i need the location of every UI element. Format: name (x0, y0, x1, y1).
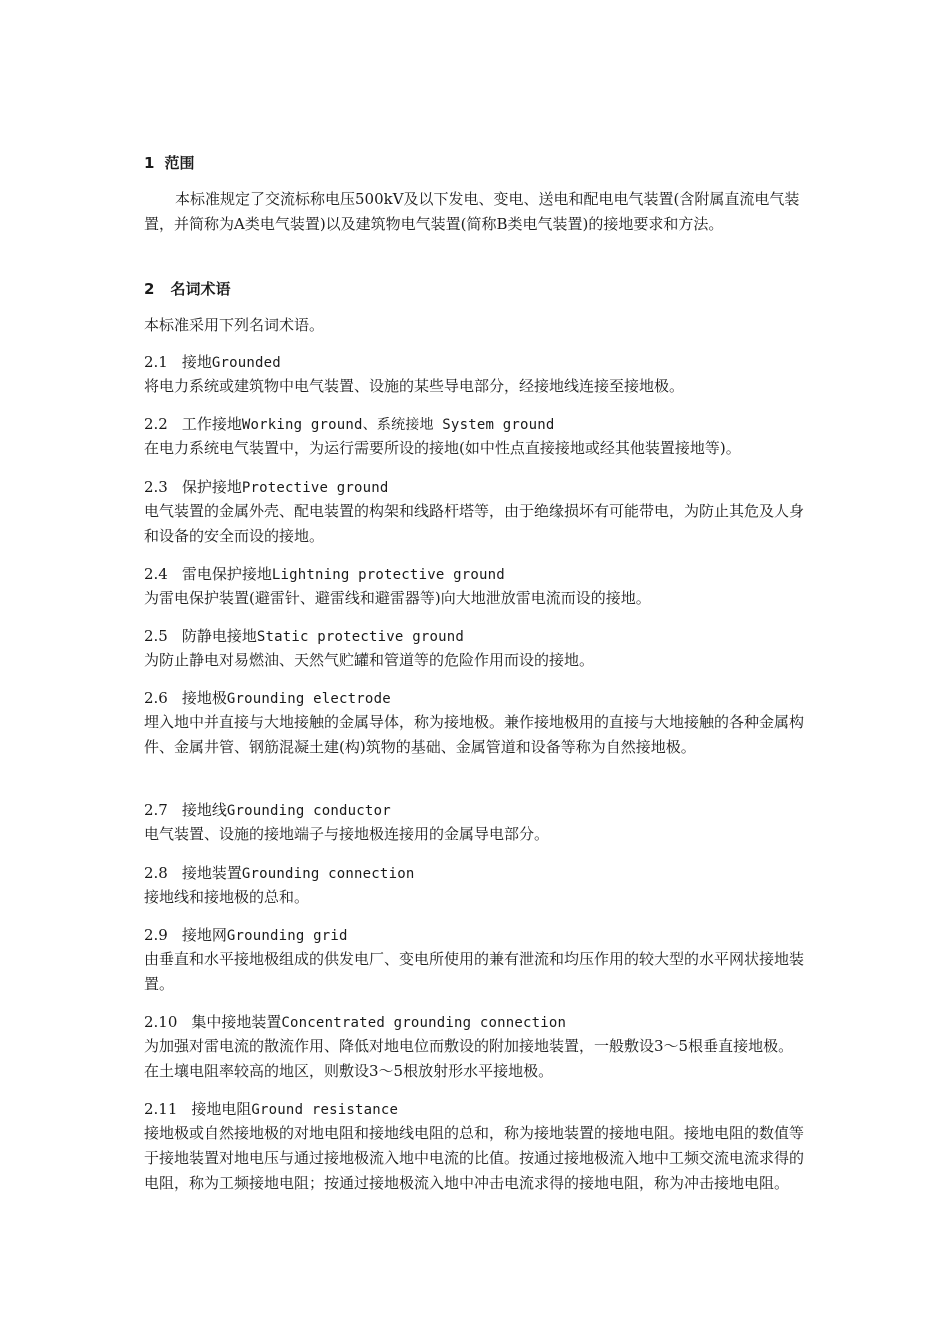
term-definition: 电气装置的金属外壳、配电装置的构架和线路杆塔等，由于绝缘损坏有可能带电，为防止其危及人身和设备的安全而设的接地。 (144, 502, 805, 545)
term-heading: 2.3 保护接地Protective ground (144, 478, 389, 496)
term-definition: 接地线和接地极的总和。 (144, 888, 310, 906)
term-definition: 为加强对雷电流的散流作用、降低对地电位而敷设的附加接地装置，一般敷设3～5根垂直接地极。在土壤电阻率较高的地区，则敷设3～5根放射形水平接地极。 (144, 1037, 794, 1080)
section-2-heading (144, 279, 808, 299)
term-definition: 在电力系统电气装置中，为运行需要所设的接地(如中性点直接接地或经其他装置接地等)。 (144, 439, 741, 457)
section-title: 范围 (164, 154, 195, 172)
section-number: 1 (144, 154, 155, 172)
term-heading: 2.7 接地线Grounding conductor (144, 801, 391, 819)
term-heading: 2.5 防静电接地Static protective ground (144, 627, 464, 645)
section-1-heading (144, 153, 808, 173)
term-definition: 为防止静电对易燃油、天然气贮罐和管道等的危险作用而设的接地。 (144, 651, 595, 669)
term-definition: 电气装置、设施的接地端子与接地极连接用的金属导电部分。 (144, 825, 550, 843)
section-1-body: 本标准规定了交流标称电压500kV及以下发电、变电、送电和配电电气装置(含附属直流电气装置，并简称为A类电气装置)以及建筑物电气装置(简称B类电气装置)的接地要求和方法。 (144, 190, 800, 233)
section-2-intro: 本标准采用下列名词术语。 (144, 316, 325, 334)
section-title: 名词术语 (170, 280, 231, 298)
term-definition: 为雷电保护装置(避雷针、避雷线和避雷器等)向大地泄放雷电流而设的接地。 (144, 589, 651, 607)
term-heading: 2.8 接地装置Grounding connection (144, 864, 415, 882)
term-heading: 2.11 接地电阻Ground resistance (144, 1100, 399, 1118)
term-definition: 埋入地中并直接与大地接触的金属导体，称为接地极。兼作接地极用的直接与大地接触的各种金属构件、金属井管、钢筋混凝土建(构)筑物的基础、金属管道和设备等称为自然接地极。 (144, 713, 805, 756)
term-heading: 2.1 接地Grounded (144, 353, 281, 371)
term-heading: 2.4 雷电保护接地Lightning protective ground (144, 565, 505, 583)
term-definition: 将电力系统或建筑物中电气装置、设施的某些导电部分，经接地线连接至接地极。 (144, 377, 685, 395)
term-definition: 接地极或自然接地极的对地电阻和接地线电阻的总和，称为接地装置的接地电阻。接地电阻的数值等于接地装置对地电压与通过接地极流入地中电流的比值。按通过接地极流入地中工频交流电流求得的电阻，称为工频接地电阻；按通过接地极流入地中冲击电流求得的接地电阻，称为冲击接地电阻。 (144, 1124, 805, 1192)
term-heading: 2.10 集中接地装置Concentrated grounding connection (144, 1013, 567, 1031)
term-heading: 2.6 接地极Grounding electrode (144, 689, 391, 707)
term-definition: 由垂直和水平接地极组成的供发电厂、变电所使用的兼有泄流和均压作用的较大型的水平网状接地装置。 (144, 950, 805, 993)
term-heading: 2.9 接地网Grounding grid (144, 926, 348, 944)
term-heading: 2.2 工作接地Working ground、系统接地 System ground (144, 415, 555, 433)
section-number: 2 (144, 280, 155, 298)
